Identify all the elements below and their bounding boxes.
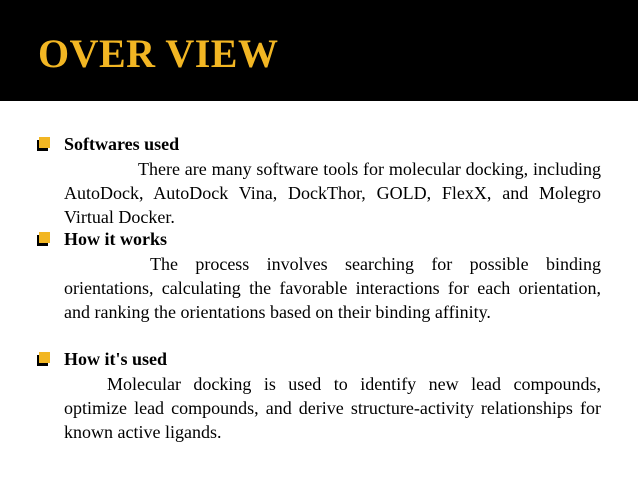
section-heading-softwares: Softwares used (64, 134, 180, 154)
section-heading-how-it-works: How it works (64, 229, 167, 249)
section-text-how-its-used (64, 373, 601, 444)
square-bullet-icon (37, 232, 51, 246)
section-heading-how-its-used: How it's used (64, 349, 168, 369)
square-bullet-icon (37, 352, 51, 366)
section-body-how-it-works: The process involves searching for possible binding orientations, calculating the favorable interactions for each orientation, and ranking the orientations based on their binding affinity. (64, 254, 601, 322)
slide-title: OVER VIEW (38, 31, 279, 76)
section-body-how-its-used: Molecular docking is used to identify new lead compounds, optimize lead compounds, and derive structure-activity relationships for known active ligands. (64, 374, 601, 442)
section-text-softwares (64, 158, 601, 229)
square-bullet-icon (37, 137, 51, 151)
section-body-softwares: There are many software tools for molecular docking, including AutoDock, AutoDock Vina, DockThor, GOLD, FlexX, and Molegro Virtual Docker. (64, 159, 601, 227)
section-text-how-it-works (64, 253, 601, 324)
